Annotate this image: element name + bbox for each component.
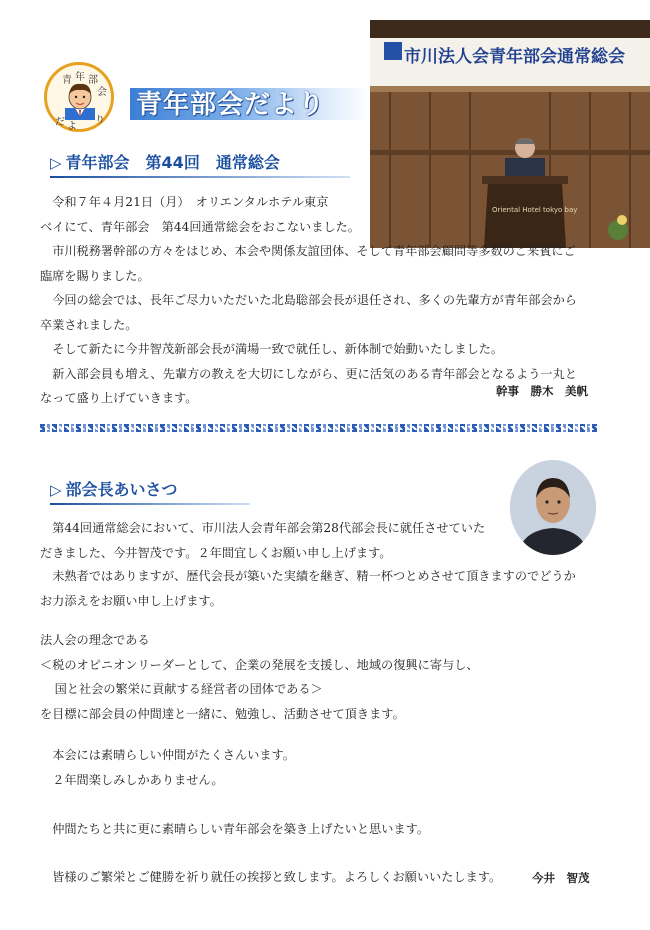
logo-char: よ [67, 121, 77, 132]
logo-char: 会 [97, 87, 107, 98]
banner-title: 青年部会だより [136, 90, 326, 120]
arrow-icon: ▷ [50, 481, 62, 499]
text-line: 卒業されました。 [40, 317, 138, 332]
text-line: 法人会の理念である [40, 633, 150, 647]
section2-signature: 今井 智茂 [532, 871, 590, 885]
logo-char: 青 [62, 75, 72, 86]
text-line: お力添えをお願い申し上げます。 [40, 593, 222, 608]
section1-title: 青年部会 第44回 通常総会 [65, 153, 280, 172]
section2-title: 部会長あいさつ [65, 480, 178, 499]
arrow-icon: ▷ [50, 154, 62, 172]
text-line: 皆様のご繁栄とご健勝を祈り就任の挨拶と致します。よろしくお願いいたします。 [52, 870, 502, 884]
text-line: ＜税のオピニオンリーダーとして、企業の発展を支援し、地域の復興に寄与し、 [40, 657, 479, 672]
heading-underline [50, 503, 250, 505]
section2-heading [50, 477, 280, 505]
general-meeting-photo [370, 20, 650, 248]
section2-intro [40, 516, 500, 565]
section1-heading [50, 150, 370, 178]
text-line: 市川税務署幹部の方々をはじめ、本会や関係友誼団体、そして青年部会顧問等多数のご来賓にご [52, 244, 576, 258]
text-line: 令和７年４月21日（月） オリエンタルホテル東京 [52, 195, 329, 209]
text-line: 本会には素晴らしい仲間がたくさんいます。 [52, 748, 295, 762]
text-line: 未熟者ではありますが、歴代会長が築いた実績を継ぎ、精一杯つとめさせて頂きますのでどうか [52, 569, 576, 583]
text-line: を目標に部会員の仲間達と一緒に、勉強し、活動させて頂きます。 [40, 706, 405, 721]
logo [44, 62, 114, 132]
section-banner [130, 80, 370, 128]
text-line: ２年間楽しみしかありません。 [52, 772, 224, 787]
section1-intro [40, 190, 370, 239]
philosophy-block [40, 628, 620, 726]
hall-banner-text: 市川法人会青年部会通常総会 [404, 47, 625, 67]
text-line: だきました、今井智茂です。２年間宜しくお願い申し上げます。 [40, 545, 392, 560]
chairman-portrait [510, 460, 596, 555]
text-line: そして新たに今井智茂新部会長が満場一致で就任し、新体制で始動いたしました。 [52, 342, 504, 356]
section2-final [40, 865, 510, 890]
text-line: 仲間たちと共に更に素晴らしい青年部会を築き上げたいと思います。 [52, 822, 430, 836]
text-line: なって盛り上げていきます。 [40, 391, 198, 405]
section2-closing-block [40, 743, 620, 792]
text-line: 新入部会員も増え、先輩方の教えを大切にしながら、更に活気のある青年部会となるよう一丸と [52, 366, 577, 381]
logo-char: り [95, 115, 105, 126]
logo-char: 部 [88, 75, 98, 86]
text-line: 第44回通常総会において、市川法人会青年部会第28代部会長に就任させていた [52, 521, 486, 535]
text-line: 臨席を賜りました。 [40, 268, 150, 283]
portrait-image [510, 460, 596, 555]
logo-char: 年 [75, 72, 85, 83]
text-line: ベイにて、青年部会 第44回通常総会をおこないました。 [40, 219, 360, 234]
section-divider [40, 424, 598, 432]
text-line: 国と社会の繁栄に貢献する経営者の団体である＞ [54, 682, 323, 696]
mascot-face-icon [63, 80, 97, 120]
text-line: 今回の総会では、長年ご尽力いただいた北島聡部会長が退任され、多くの先輩方が青年部会から [52, 293, 577, 307]
section2-aspiration [40, 817, 620, 842]
lectern-text: Oriental Hotel tokyo bay [492, 206, 578, 214]
section2-body [40, 564, 620, 613]
logo-char: だ [55, 117, 65, 128]
heading-underline [50, 176, 350, 178]
section1-signature: 幹事 勝木 美帆 [496, 384, 588, 398]
